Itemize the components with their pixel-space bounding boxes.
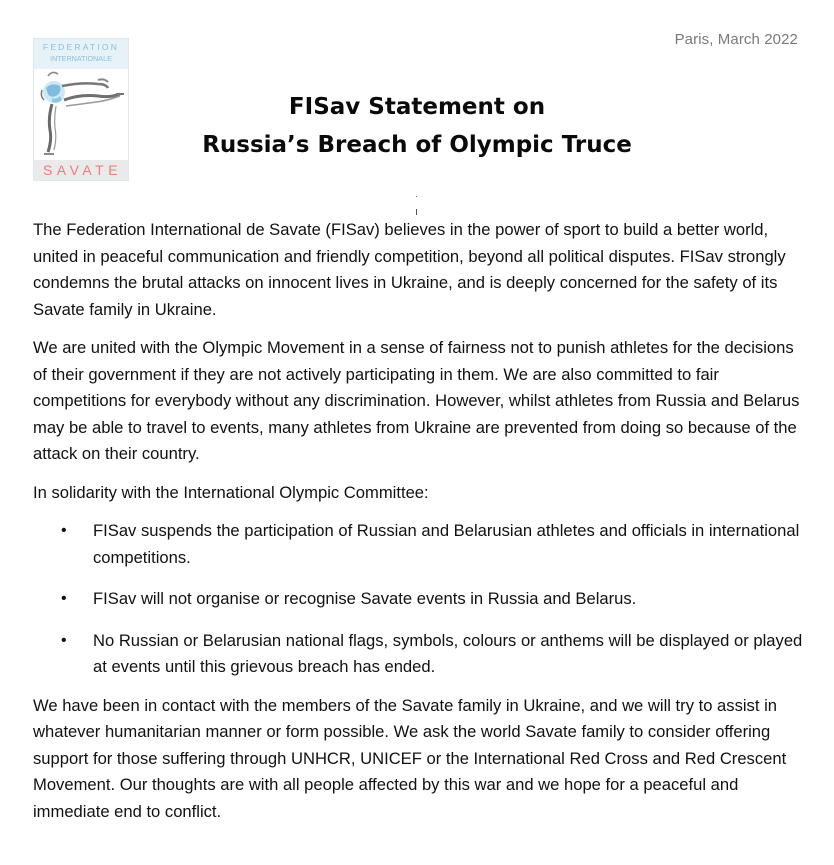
paragraph-olympic-movement: We are united with the Olympic Movement in a sense of fairness not to punish athletes for the decisions of their government if they are not actively participating in them. We are also committed to fair competitions for everybody without any discrimination. However, whilst athletes from Russia and Belarus may be able to travel to events, many athletes from Ukraine are prevented from doing so because of the attack on their country.	[33, 338, 800, 463]
title-line-2: Russia’s Breach of Olympic Truce	[202, 132, 632, 158]
paragraph-solidarity: In solidarity with the International Olympic Committee:	[33, 482, 429, 502]
logo-text-federation: FEDERATION	[42, 42, 120, 52]
list-item-text: No Russian or Belarusian national flags, symbols, colours or anthems will be displayed or played at events until this grievous breach has ended.	[93, 630, 803, 676]
paragraph-intro: The Federation International de Savate (FISav) believes in the power of sport to build a better world, united in peaceful communication and friendly competition, beyond all political disputes. FISav strongly condemns the brutal attacks on innocent lives in Ukraine, and is deeply concerned for the safety of its Savate family in Ukraine.	[33, 220, 786, 319]
bullet-icon: •	[61, 590, 67, 607]
list-item-text: FISav suspends the participation of Russian and Belarusian athletes and officials in international competitions.	[93, 521, 800, 567]
list-item	[33, 518, 808, 571]
text-cursor-mark	[416, 209, 417, 215]
dateline: Paris, March 2022	[674, 31, 798, 48]
statement-body	[33, 217, 808, 837]
list-item	[33, 628, 808, 681]
stray-mark	[416, 196, 417, 197]
list-item-text: FISav will not organise or recognise Savate events in Russia and Belarus.	[93, 589, 637, 608]
bullet-icon: •	[61, 631, 67, 649]
logo-text-savate: SAVATE	[34, 160, 128, 180]
logo-text-internationale: INTERNATIONALE	[50, 54, 112, 63]
list-item	[33, 586, 808, 613]
page-title	[0, 88, 834, 164]
bullet-icon: •	[61, 522, 67, 539]
title-line-1: FISav Statement on	[288, 94, 546, 120]
logo-header	[34, 39, 128, 69]
paragraph-humanitarian: We have been in contact with the members of the Savate family in Ukraine, and we will try to assist in whatever humanitarian manner or form possible. We ask the world Savate family to consider offering support for those suffering through UNHCR, UNICEF or the International Red Cross and Red Crescent Movement. Our thoughts are with all people affected by this war and we hope for a peaceful and immediate end to conflict.	[33, 695, 787, 821]
measures-list	[33, 518, 808, 681]
